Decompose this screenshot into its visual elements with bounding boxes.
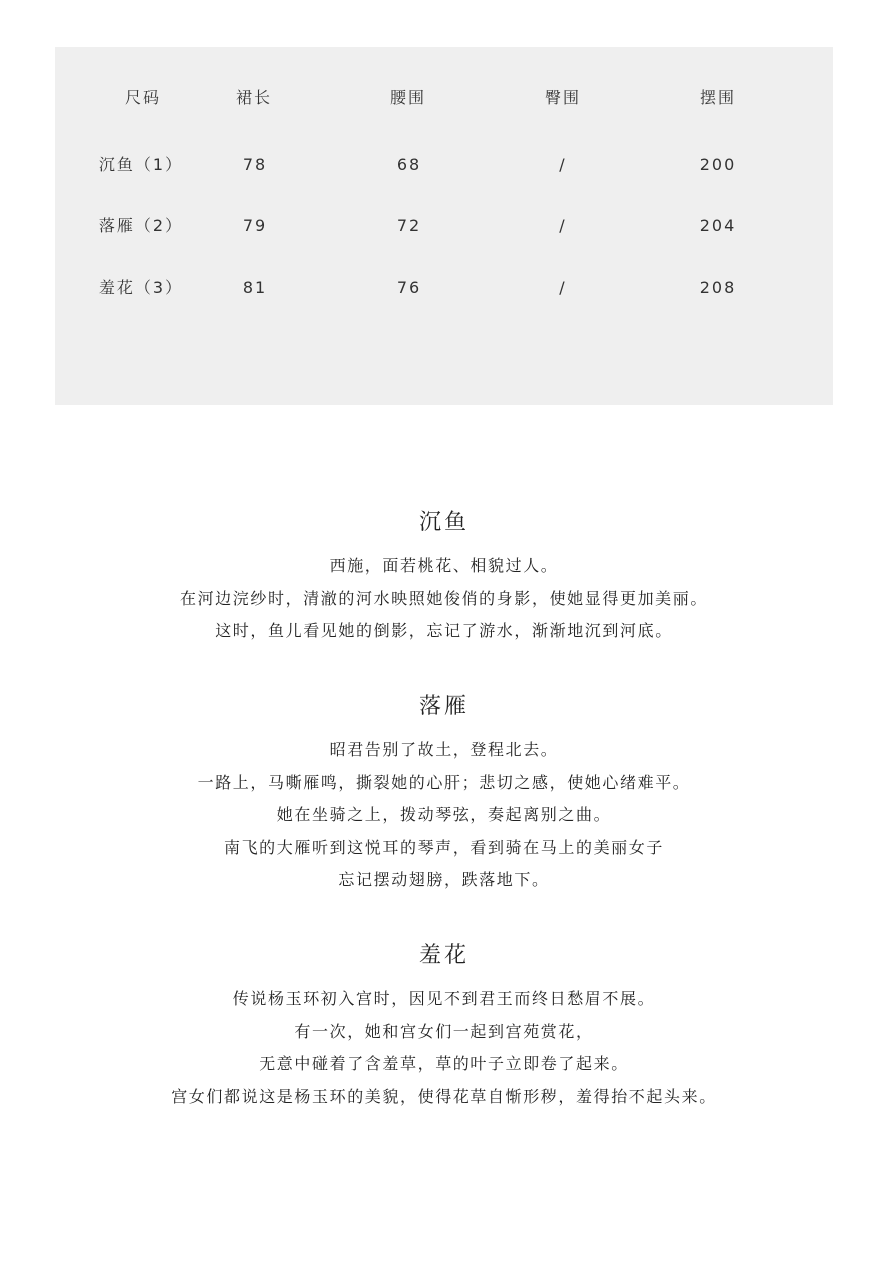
size-chart-panel [55,47,833,405]
size-label: 落雁（2） [98,216,184,235]
section-title: 落雁 [418,694,469,719]
hip-value: / [559,216,567,235]
story-line: 有一次，她和宫女们一起到宫苑赏花， [294,1021,594,1041]
size-chart-header-row [55,86,833,110]
story-line: 昭君告别了故土，登程北去。 [329,740,559,759]
header-hip: 臀围 [544,88,582,107]
story-line: 南飞的大雁听到这悦耳的琴声，看到骑在马上的美丽女子 [223,837,664,857]
story-section-xiuhua [0,941,888,1113]
skirt-length-value: 79 [242,216,268,235]
header-waist: 腰围 [389,88,427,107]
hip-value: / [559,155,567,174]
skirt-length-value: 81 [242,278,268,297]
section-body [0,983,888,1113]
story-line: 这时，鱼儿看见她的倒影，忘记了游水，渐渐地沉到河底。 [215,621,673,640]
section-body [0,734,888,897]
size-chart-row [55,214,833,238]
section-title: 羞花 [418,943,469,968]
size-chart-row [55,276,833,300]
header-skirt-length: 裙长 [235,88,273,107]
size-label: 羞花（3） [98,278,184,297]
hem-value: 204 [699,216,737,235]
hip-value: / [559,278,567,297]
size-label: 沉鱼（1） [98,155,184,174]
story-line: 忘记摆动翅膀，跌落地下。 [338,870,550,889]
hem-value: 200 [699,155,737,174]
story-line: 传说杨玉环初入宫时，因见不到君王而终日愁眉不展。 [232,989,656,1008]
story-section-luoyan [0,692,888,897]
waist-value: 68 [396,155,422,174]
story-line: 宫女们都说这是杨玉环的美貌，使得花草自惭形秽，羞得抬不起头来。 [171,1086,717,1106]
size-chart-row [55,153,833,177]
story-line: 西施，面若桃花、相貌过人。 [329,556,559,575]
story-line: 她在坐骑之上，拨动琴弦，奏起离别之曲。 [276,805,612,824]
section-body [0,550,888,648]
story-line: 一路上，马嘶雁鸣，撕裂她的心肝；悲切之感，使她心绪难平。 [197,772,691,792]
waist-value: 76 [396,278,422,297]
story-line: 无意中碰着了含羞草，草的叶子立即卷了起来。 [259,1054,629,1073]
waist-value: 72 [396,216,422,235]
header-hem: 摆围 [699,88,737,107]
section-title: 沉鱼 [418,510,469,535]
skirt-length-value: 78 [242,155,268,174]
story-line: 在河边浣纱时，清澈的河水映照她俊俏的身影，使她显得更加美丽。 [179,588,708,608]
header-size: 尺码 [124,88,162,107]
hem-value: 208 [699,278,737,297]
story-section-chenyu [0,508,888,648]
